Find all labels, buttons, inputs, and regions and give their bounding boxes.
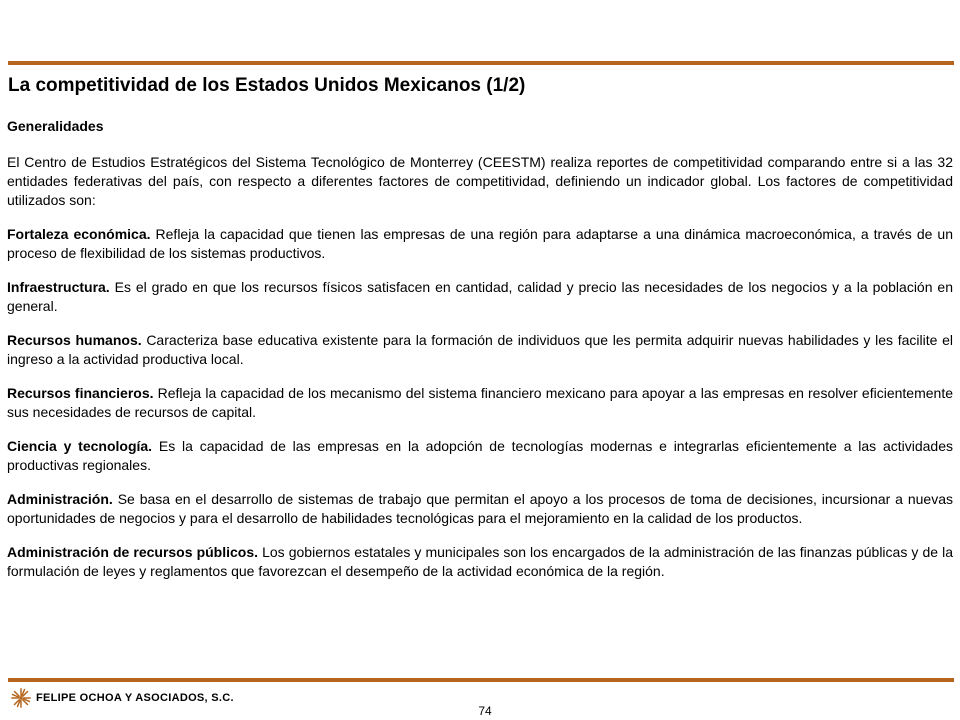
factor-term: Administración de recursos públicos. xyxy=(7,544,259,560)
page-number: 74 xyxy=(478,704,492,718)
factor-term: Ciencia y tecnología. xyxy=(7,438,153,454)
factor-description: Es la capacidad de las empresas en la adopción de tecnologías modernas e integrarlas eficientemente a las actividades productivas regionales. xyxy=(7,438,954,473)
factor-term: Recursos humanos. xyxy=(7,332,142,348)
page-title: La competitividad de los Estados Unidos Mexicanos (1/2) xyxy=(8,75,526,96)
factor-term: Infraestructura. xyxy=(7,279,110,295)
factor-description: Los gobiernos estatales y municipales son los encargados de la administración de las finanzas públicas y de la formulación de leyes y reglamentos que favorezcan el desempeño de la actividad económica de la región. xyxy=(7,544,953,579)
section-heading: Generalidades xyxy=(7,118,104,134)
factor-term: Administración. xyxy=(7,491,113,507)
factor-paragraph-economic-strength xyxy=(7,225,953,263)
factor-term: Fortaleza económica. xyxy=(7,226,151,242)
footer-logo xyxy=(10,686,234,710)
factor-paragraph-infrastructure xyxy=(7,278,953,316)
sunburst-logo-icon xyxy=(10,687,32,709)
factor-paragraph-financial-resources xyxy=(7,384,953,422)
factor-paragraph-public-resources xyxy=(7,543,953,581)
factor-paragraph-administration xyxy=(7,490,953,528)
bottom-divider xyxy=(8,678,954,682)
factor-term: Recursos financieros. xyxy=(7,385,154,401)
factor-description: Se basa en el desarrollo de sistemas de trabajo que permitan el apoyo a los procesos de toma de decisiones, incursionar a nuevas oportunidades de negocios y para el desarrollo de habilidades tecnológicas para el mejoramiento en la calidad de los productos. xyxy=(7,491,953,526)
factor-description: Es el grado en que los recursos físicos satisfacen en cantidad, calidad y precio las necesidades de los negocios y a la población en general. xyxy=(7,279,953,314)
factor-description: Refleja la capacidad de los mecanismo del sistema financiero mexicano para apoyar a las empresas en resolver eficientemente sus necesidades de recursos de capital. xyxy=(7,385,953,420)
factor-paragraph-science-technology xyxy=(7,437,953,475)
factor-description: Caracteriza base educativa existente para la formación de individuos que les permita adquirir nuevas habilidades y les facilite el ingreso a la actividad productiva local. xyxy=(7,332,953,367)
company-name: FELIPE OCHOA Y ASOCIADOS, S.C. xyxy=(36,692,234,704)
document-body xyxy=(7,117,953,596)
factor-paragraph-human-resources xyxy=(7,331,953,369)
factor-description: Refleja la capacidad que tienen las empresas de una región para adaptarse a una dinámica macroeconómica, a través de un proceso de flexibilidad de los sistemas productivos. xyxy=(7,226,953,261)
intro-paragraph: El Centro de Estudios Estratégicos del Sistema Tecnológico de Monterrey (CEESTM) realiza reportes de competitividad comparando entre si a las 32 entidades federativas del país, con respecto a diferentes factores de competitividad, definiendo un indicador global. Los factores de competitividad utilizados son: xyxy=(7,154,953,208)
top-divider xyxy=(8,61,954,65)
